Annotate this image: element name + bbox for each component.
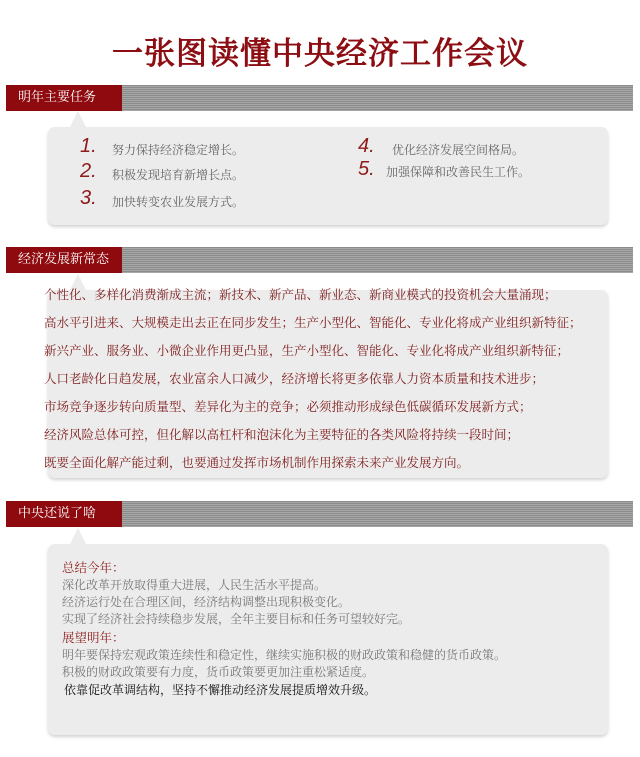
new-normal-line: 个性化、多样化消费渐成主流；新技术、新产品、新业态、新商业模式的投资机会大量涌现； bbox=[44, 287, 557, 302]
section-label: 明年主要任务 bbox=[6, 85, 122, 111]
new-normal-line: 市场竞争逐步转向质量型、差异化为主的竞争；必须推动形成绿色低碳循环发展新方式； bbox=[44, 399, 532, 414]
task-item: 积极发现培育新增长点。 bbox=[112, 168, 245, 182]
item-number: 4. bbox=[358, 135, 375, 157]
other-card bbox=[48, 544, 608, 735]
new-normal-line: 高水平引进来、大规模走出去正在同步发生；生产小型化、智能化、专业化将成产业组织新特征； bbox=[44, 315, 582, 330]
new-normal-line: 人口老龄化日趋发展，农业富余人口减少，经济增长将更多依靠人力资本质量和技术进步； bbox=[44, 371, 545, 386]
item-number: 1. bbox=[80, 135, 97, 157]
task-item: 加强保障和改善民生工作。 bbox=[386, 165, 531, 179]
section-header-new-normal bbox=[6, 247, 633, 273]
item-number: 2. bbox=[80, 160, 97, 182]
new-normal-line: 既要全面化解产能过剩，也要通过发挥市场机制作用探索未来产业发展方向。 bbox=[44, 455, 470, 470]
closing-line: 依靠促改革调结构，坚持不懈推动经济发展提质增效升级。 bbox=[64, 683, 377, 697]
section-label: 经济发展新常态 bbox=[6, 247, 122, 273]
new-normal-line: 新兴产业、服务业、小微企业作用更凸显，生产小型化、智能化、专业化将成产业组织新特征； bbox=[44, 343, 570, 358]
summary-line: 深化改革开放取得重大进展，人民生活水平提高。 bbox=[62, 578, 327, 592]
tasks-card bbox=[48, 127, 608, 225]
task-item: 加快转变农业发展方式。 bbox=[112, 195, 245, 209]
task-item: 努力保持经济稳定增长。 bbox=[112, 143, 245, 157]
summary-heading: 总结今年： bbox=[62, 560, 125, 575]
section-header-tasks bbox=[6, 85, 633, 111]
item-number: 5. bbox=[358, 158, 375, 180]
outlook-line: 积极的财政政策要有力度，货币政策要更加注重松紧适度。 bbox=[62, 665, 375, 679]
item-number: 3. bbox=[80, 187, 97, 209]
task-item: 优化经济发展空间格局。 bbox=[392, 143, 525, 157]
summary-line: 实现了经济社会持续稳步发展，全年主要目标和任务可望较好完。 bbox=[62, 612, 411, 626]
section-label: 中央还说了啥 bbox=[6, 501, 122, 527]
new-normal-line: 经济风险总体可控，但化解以高杠杆和泡沫化为主要特征的各类风险将持续一段时间； bbox=[44, 427, 520, 442]
section-header-other bbox=[6, 501, 633, 527]
page-title: 一张图读懂中央经济工作会议 bbox=[112, 36, 528, 72]
summary-line: 经济运行处在合理区间，经济结构调整出现积极变化。 bbox=[62, 595, 351, 609]
outlook-heading: 展望明年： bbox=[62, 630, 125, 645]
outlook-line: 明年要保持宏观政策连续性和稳定性，继续实施积极的财政政策和稳健的货币政策。 bbox=[62, 648, 507, 662]
